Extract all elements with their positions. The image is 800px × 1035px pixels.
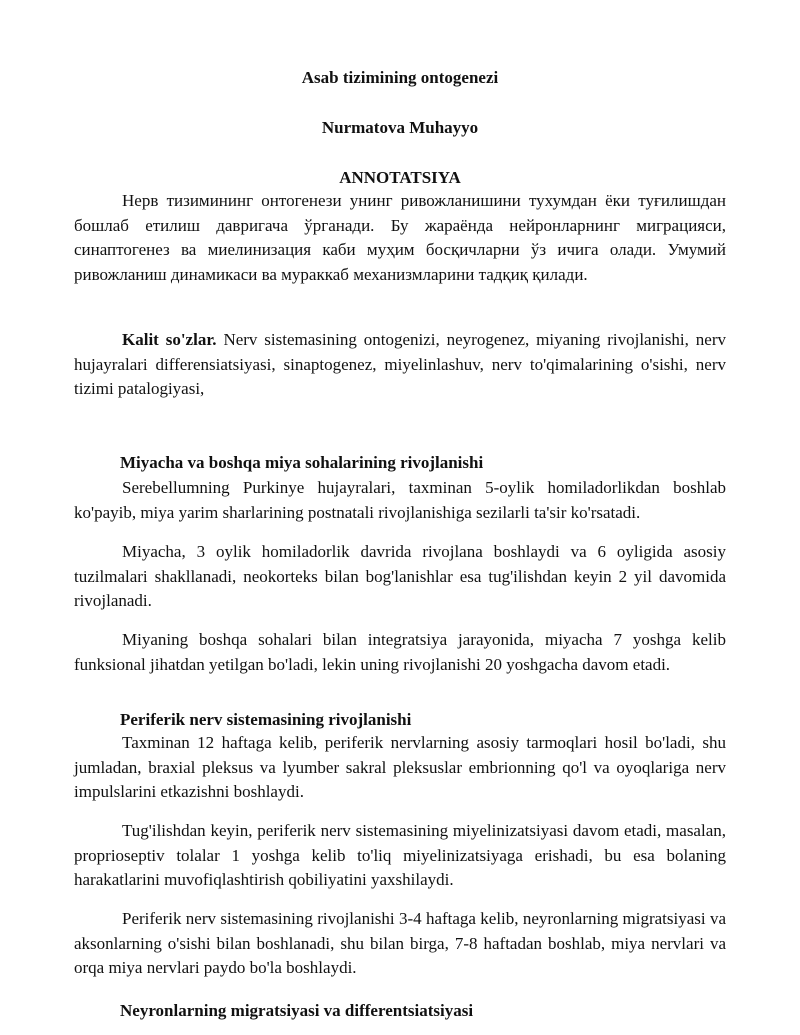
- section-heading: Neyronlarning migratsiyasi va differentsiatsiyasi: [120, 1001, 474, 1020]
- section-paragraph: Tug'ilishdan keyin, periferik nerv sistemasining miyelinizatsiyasi davom etadi, masalan, proprioseptiv tolalar 1 yoshga kelib to'liq miyelinizatsiyaga erishadi, bu esa bolaning harakatlarini muvofiqlashtirish qobiliyatini yaxshilaydi.: [74, 821, 726, 889]
- annotation-heading: ANNOTATSIYA: [339, 168, 461, 187]
- keywords-label: Kalit so'zlar.: [122, 330, 217, 349]
- author-name: Nurmatova Muhayyo: [321, 118, 479, 137]
- section-paragraph: Miyaning boshqa sohalari bilan integratsiya jarayonida, miyacha 7 yoshga kelib funksional jihatdan yetilgan bo'ladi, lekin uning rivojlanishi 20 yoshgacha davom etadi.: [74, 630, 726, 674]
- annotation-paragraph: Нерв тизимининг онтогенези унинг ривожланишини тухумдан ёки туғилишдан бошлаб етилиш давригача ўрганади. Бу жараёнда нейронларнинг миграцияси, синаптогенез ва миелинизация каби муҳим босқичларни ўз ичига олади. Умумий ривожланиш динамикаси ва мураккаб механизмларини тадқиқ қилади.: [74, 191, 726, 284]
- document-title: Asab tizimining ontogenezi: [301, 68, 499, 87]
- section-paragraph: Miyacha, 3 oylik homiladorlik davrida rivojlana boshlaydi va 6 oyligida asosiy tuzilmalari shakllanadi, neokorteks bilan bog'lanishlar esa tug'ilishdan keyin 2 yil davomida rivojlanadi.: [74, 542, 726, 610]
- section-paragraph: Taxminan 12 haftaga kelib, periferik nervlarning asosiy tarmoqlari hosil bo'ladi, shu jumladan, braxial pleksus va lyumber sakral pleksuslar embrionning qo'l va oyoqlariga nerv impulslarini etkazishni boshlaydi.: [74, 733, 726, 801]
- section-heading: Periferik nerv sistemasining rivojlanishi: [120, 710, 412, 729]
- section-paragraph: Serebellumning Purkinye hujayralari, taxminan 5-oylik homiladorlikdan boshlab ko'payib, miya yarim sharlarining postnatali rivojlanishiga sezilarli ta'sir ko'rsatadi.: [74, 478, 726, 522]
- section-heading: Miyacha va boshqa miya sohalarining rivojlanishi: [120, 453, 484, 472]
- keywords-text: Nerv sistemasining ontogenizi, neyrogenez, miyaning rivojlanishi, nerv hujayralari differensiatsiyasi, sinaptogenez, miyelinlashuv, nerv to'qimalarining o'sishi, nerv tizimi patalogiyasi,: [74, 330, 726, 398]
- section-paragraph: Periferik nerv sistemasining rivojlanishi 3-4 haftaga kelib, neyronlarning migratsiyasi va aksonlarning o'sishi bilan boshlanadi, shu bilan birga, 7-8 haftadan boshlab, miya nervlari va orqa miya nervlari paydo bo'la boshlaydi.: [74, 909, 726, 977]
- keywords-paragraph: [74, 328, 726, 402]
